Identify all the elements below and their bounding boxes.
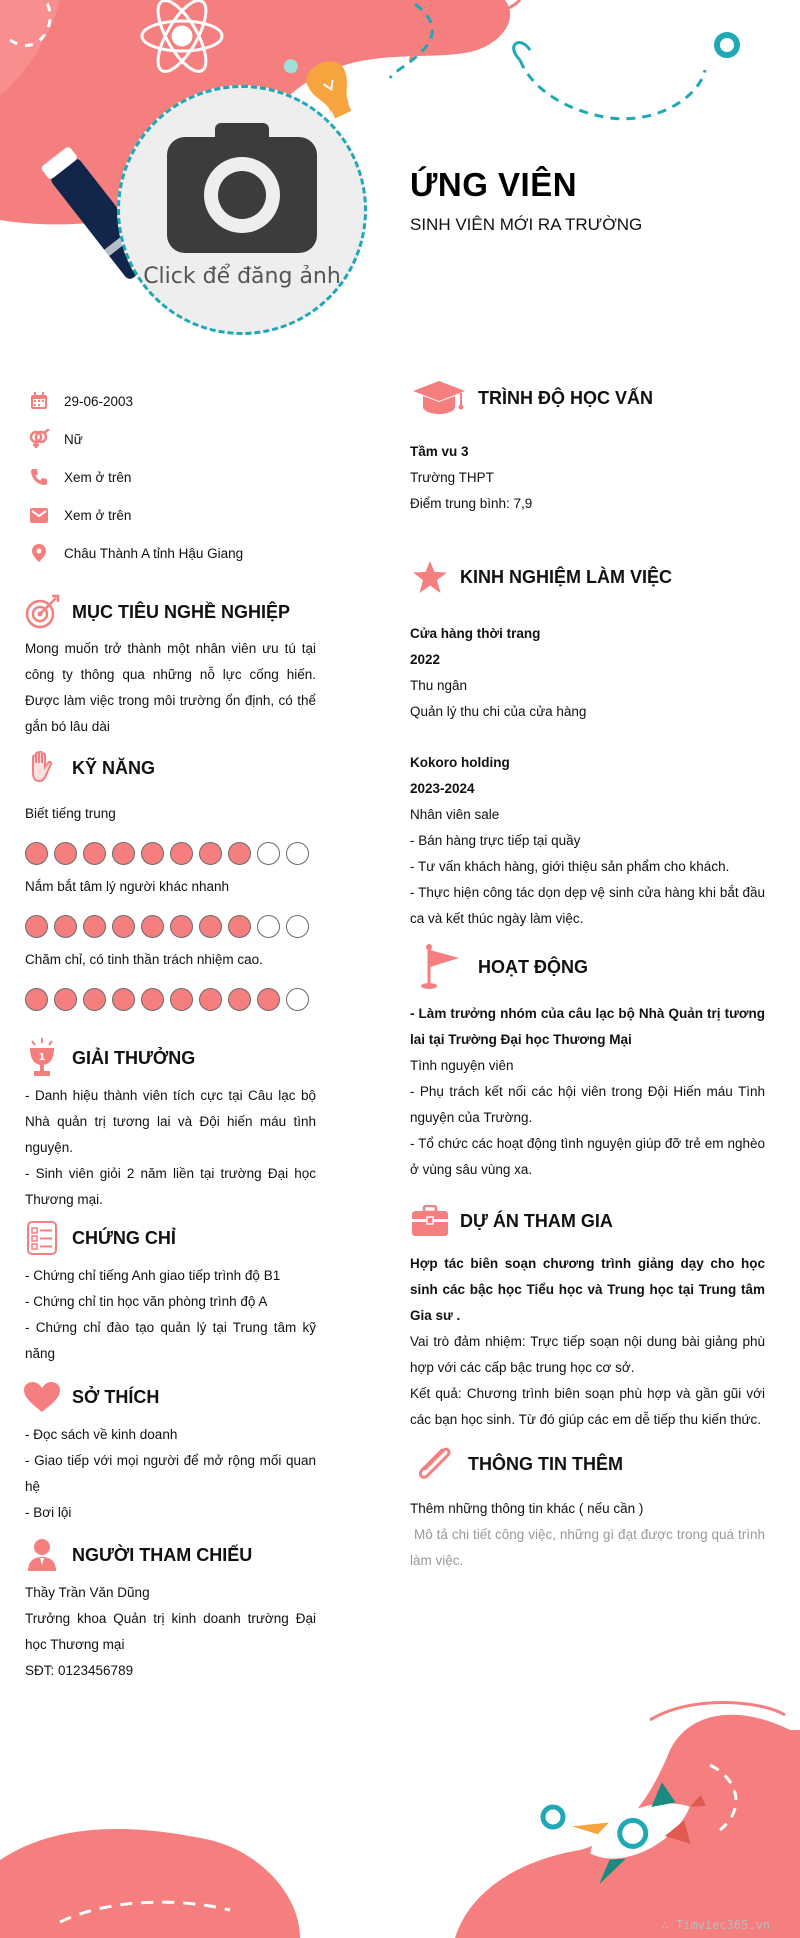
contact-list: [28, 382, 243, 572]
activity-detail: - Phụ trách kết nối các hội viên trong Đội Hiến máu Tình nguyện của Trường.: [410, 1084, 765, 1125]
rating-dot-filled: [25, 842, 48, 865]
skill-rating: [25, 842, 325, 865]
awards-heading: [22, 1038, 195, 1078]
project-detail: Kết quả: Chương trình biên soạn phù hợp và gần gũi với các bạn học sinh. Từ đó giúp các em dễ tiếp thu kiến thức.: [410, 1386, 765, 1427]
rating-dot-empty: [257, 915, 280, 938]
awards-line: - Sinh viên giỏi 2 năm liền tại trường Đại học Thương mại.: [25, 1166, 316, 1207]
rating-dot-filled: [83, 842, 106, 865]
projects-heading: [410, 1201, 613, 1241]
certificates-title: CHỨNG CHỈ: [72, 1227, 176, 1248]
rating-dot-filled: [83, 915, 106, 938]
activities-heading: [410, 947, 588, 987]
extra-title: THÔNG TIN THÊM: [468, 1453, 623, 1474]
rating-dot-filled: [54, 915, 77, 938]
job-detail: - Thực hiện công tác dọn dẹp vệ sinh cửa hàng khi bắt đầu ca và kết thúc ngày làm việc.: [410, 885, 765, 926]
rating-dot-filled: [54, 842, 77, 865]
hobby-line: - Giao tiếp với mọi người để mở rộng mối quan hệ: [25, 1453, 316, 1494]
objective-title: MỤC TIÊU NGHỀ NGHIỆP: [72, 601, 291, 622]
contact-item-phone: [28, 458, 243, 496]
education-gpa: Điểm trung bình: 7,9: [410, 496, 533, 511]
education-details: [410, 439, 765, 517]
experience-job: [410, 621, 765, 725]
project-headline: Hợp tác biên soạn chương trình giảng dạy cho học sinh các bậc học Tiểu học và Trung học tại Trung tâm Gia sư .: [410, 1256, 765, 1323]
hobby-line: - Bơi lội: [25, 1505, 72, 1520]
target-icon: [22, 592, 62, 632]
skill-item: [25, 806, 325, 865]
skill-rating: [25, 988, 325, 1011]
certificates-heading: [22, 1218, 176, 1258]
objective-text: Mong muốn trở thành một nhân viên ưu tú tại công ty thông qua những nỗ lực cống hiến. Được làm việc trong môi trường ổn định, có thể gắn bó lâu dài: [25, 641, 316, 734]
rating-dot-filled: [228, 988, 251, 1011]
rating-dot-filled: [25, 988, 48, 1011]
rating-dot-filled: [170, 915, 193, 938]
objective-heading: [22, 592, 290, 632]
project-detail: Vai trò đảm nhiệm: Trực tiếp soạn nội dung bài giảng phù hợp với các cấp bậc trung học cơ sở.: [410, 1334, 765, 1375]
extra-line: Thêm những thông tin khác ( nếu cần ): [410, 1501, 644, 1516]
skill-item: [25, 952, 325, 1011]
camera-icon: [167, 123, 317, 253]
contact-item-birthday: [28, 382, 243, 420]
certificate-line: - Chứng chỉ tiếng Anh giao tiếp trình độ B1: [25, 1268, 281, 1283]
rating-dot-filled: [141, 988, 164, 1011]
job-role: Thu ngân: [410, 678, 468, 693]
references-heading: [22, 1535, 252, 1575]
contact-item-gender: [28, 420, 243, 458]
awards-list: [25, 1083, 316, 1213]
rating-dot-filled: [112, 915, 135, 938]
flag-icon: [410, 947, 468, 987]
contact-birthday: 29-06-2003: [64, 393, 134, 409]
skill-name: Chăm chỉ, có tinh thần trách nhiệm cao.: [25, 952, 263, 967]
job-detail: Quản lý thu chi của cửa hàng: [410, 704, 587, 719]
location-icon: [28, 542, 50, 564]
rating-dot-filled: [112, 842, 135, 865]
rating-dot-filled: [112, 988, 135, 1011]
briefcase-icon: [410, 1201, 450, 1241]
job-company: Cửa hàng thời trang: [410, 626, 541, 641]
contact-address: Châu Thành A tỉnh Hậu Giang: [64, 545, 244, 561]
svg-text:1: 1: [38, 1052, 46, 1063]
trophy-icon: [22, 1038, 62, 1078]
rating-dot-empty: [286, 988, 309, 1011]
job-time: 2023-2024: [410, 781, 475, 796]
education-level: Trường THPT: [410, 470, 494, 485]
job-role: Nhân viên sale: [410, 807, 500, 822]
contact-phone: Xem ở trên: [64, 469, 132, 485]
job-detail: - Tư vấn khách hàng, giới thiệu sản phẩm cho khách.: [410, 859, 730, 874]
hand-icon: [22, 748, 62, 788]
rating-dot-filled: [141, 915, 164, 938]
rating-dot-filled: [257, 988, 280, 1011]
skills-heading: [22, 748, 155, 788]
skill-item: [25, 879, 325, 938]
references-list: [25, 1580, 316, 1684]
education-title: TRÌNH ĐỘ HỌC VẤN: [478, 387, 653, 408]
skill-name: Nắm bắt tâm lý người khác nhanh: [25, 879, 229, 894]
gender-icon: [28, 428, 50, 450]
candidate-name: ỨNG VIÊN: [410, 166, 578, 203]
star-icon: [410, 557, 450, 597]
experience-heading: [410, 557, 672, 597]
hobby-line: - Đọc sách về kinh doanh: [25, 1427, 178, 1442]
rating-dot-empty: [286, 842, 309, 865]
activity-detail: - Tổ chức các hoạt động tình nguyện giúp đỡ trẻ em nghèo ở vùng sâu vùng xa.: [410, 1136, 765, 1177]
certificate-line: - Chứng chỉ đào tạo quản lý tại Trung tâm kỹ năng: [25, 1320, 316, 1361]
email-icon: [28, 504, 50, 526]
job-time: 2022: [410, 652, 441, 667]
activities-details: [410, 1001, 765, 1183]
rating-dot-filled: [228, 915, 251, 938]
certificates-list: [25, 1263, 316, 1367]
activities-title: HOẠT ĐỘNG: [478, 956, 588, 977]
heart-icon: [22, 1377, 62, 1417]
extra-details: [410, 1496, 765, 1574]
education-heading: [410, 378, 653, 418]
footer-decoration: [0, 1690, 800, 1938]
contact-item-address: [28, 534, 243, 572]
avatar-upload[interactable]: [112, 78, 372, 348]
rating-dot-filled: [199, 842, 222, 865]
hobbies-list: [25, 1422, 316, 1526]
job-company: Kokoro holding: [410, 755, 510, 770]
rating-dot-filled: [199, 915, 222, 938]
graduation-cap-icon: [410, 378, 468, 418]
rating-dot-empty: [286, 915, 309, 938]
rating-dot-filled: [141, 842, 164, 865]
activity-role: Tình nguyện viên: [410, 1058, 514, 1073]
contact-email: Xem ở trên: [64, 507, 132, 523]
rating-dot-filled: [170, 842, 193, 865]
paperclip-icon: [410, 1444, 458, 1484]
skill-name: Biết tiếng trung: [25, 806, 116, 821]
education-school: Tầm vu 3: [410, 444, 469, 459]
rating-dot-filled: [199, 988, 222, 1011]
rating-dot-filled: [54, 988, 77, 1011]
rating-dot-empty: [257, 842, 280, 865]
reference-line: Trưởng khoa Quản trị kinh doanh trường Đại học Thương mại: [25, 1611, 316, 1652]
watermark: ∴ Timviec365.vn: [661, 1918, 770, 1932]
activity-headline: - Làm trưởng nhóm của câu lạc bộ Nhà Quản trị tương lai tại Trường Đại học Thương Mại: [410, 1006, 765, 1047]
projects-title: DỰ ÁN THAM GIA: [460, 1210, 613, 1231]
contact-gender: Nữ: [64, 431, 83, 447]
projects-details: [410, 1251, 765, 1433]
hobbies-title: SỞ THÍCH: [72, 1386, 160, 1407]
awards-line: - Danh hiệu thành viên tích cực tại Câu lạc bộ Nhà quản trị tương lai và Đội hiến máu tình nguyện.: [25, 1088, 316, 1155]
extra-placeholder: Mô tả chi tiết công việc, những gì đạt được trong quá trình làm việc.: [410, 1527, 765, 1568]
candidate-position: SINH VIÊN MỚI RA TRƯỜNG: [410, 215, 643, 234]
skill-rating: [25, 915, 325, 938]
person-icon: [22, 1535, 62, 1575]
rating-dot-filled: [83, 988, 106, 1011]
checklist-icon: [22, 1218, 62, 1258]
rating-dot-filled: [170, 988, 193, 1011]
references-title: NGƯỜI THAM CHIẾU: [72, 1544, 253, 1565]
phone-icon: [28, 466, 50, 488]
certificate-line: - Chứng chỉ tin học văn phòng trình độ A: [25, 1294, 268, 1309]
experience-job: [410, 750, 765, 932]
calendar-icon: [28, 390, 50, 412]
experience-title: KINH NGHIỆM LÀM VIỆC: [460, 566, 673, 587]
extra-heading: [410, 1444, 623, 1484]
reference-line: Thầy Trần Văn Dũng: [25, 1585, 150, 1600]
awards-title: GIẢI THƯỞNG: [72, 1047, 196, 1068]
rating-dot-filled: [25, 915, 48, 938]
reference-line: SĐT: 0123456789: [25, 1663, 134, 1678]
contact-item-email: [28, 496, 243, 534]
skills-title: KỸ NĂNG: [72, 757, 156, 778]
hobbies-heading: [22, 1377, 159, 1417]
rating-dot-filled: [228, 842, 251, 865]
avatar-label: Click để đăng ảnh: [143, 264, 341, 289]
job-detail: - Bán hàng trực tiếp tại quầy: [410, 833, 581, 848]
